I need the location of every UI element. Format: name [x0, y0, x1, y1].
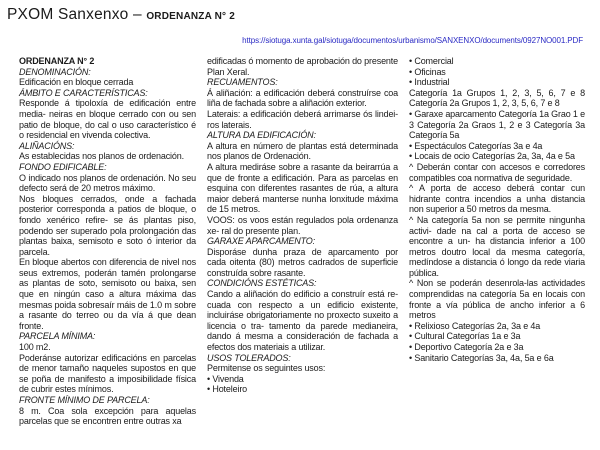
section-heading: ALTURA DA EDIFICACIÓN: — [207, 130, 316, 141]
paragraph: Laterais: a edificación deberá arrimarse ós lindei- ros laterais. — [207, 108, 398, 130]
section-heading: FONDO EDIFICABLE: — [19, 161, 107, 172]
section-heading: DENOMINACIÓN: — [19, 66, 91, 77]
paragraph: • Comercial — [409, 56, 454, 66]
section-heading: USOS TOLERADOS: — [207, 352, 291, 363]
paragraph: Edificación en bloque cerrada — [19, 77, 134, 88]
section-heading: PARCELA MÍNIMA: — [19, 331, 96, 342]
paragraph: 8 m. Coa sola excepción para aquelas parcelas que se encontren entre outras xa — [19, 405, 196, 427]
section-heading: FRONTE MÍNIMO DE PARCELA: — [19, 395, 150, 405]
paragraph: O indicado nos planos de ordenación. No seu defecto será de 20 metros máximo. — [19, 172, 196, 194]
title-sub: ORDENANZA N° 2 — [146, 11, 235, 22]
section-heading: ÁMBITO E CARACTERÍSTICAS: — [19, 87, 148, 98]
paragraph: Categoría 1a Grupos 1, 2, 3, 5, 6, 7 e 8 Categoría 2a Grupos 1, 2, 3, 5, 6, 7 e 8 — [409, 87, 585, 109]
paragraph: • Vivenda — [207, 373, 244, 384]
column-2 — [207, 56, 398, 427]
paragraph: En bloque abertos con diferencia de nivel nos seus extremos, poderán tamén prolongarse as plantas de soto, semisoto ou baixa, sen que en ningún caso a altura máxima das mesmas poida sobresaír máis de 1.0 m sobre a rasante do terreo ou da vía á que dean fronte. — [19, 257, 196, 331]
paragraph: Responde á tipoloxía de edificación entre media- neiras en bloque cerrado con ou sen patio de bloque, do cal o uso característico é o residencial en vivenda colectiva. — [19, 98, 196, 141]
paragraph: ORDENANZA N° 2 — [19, 56, 95, 66]
section-heading: CONDICIÓNS ESTÉTICAS: — [207, 278, 317, 289]
paragraph: 100 m2. — [19, 342, 51, 353]
paragraph: • Industrial — [409, 77, 450, 88]
paragraph: • Hoteleiro — [207, 384, 248, 395]
paragraph: • Deportivo Categoría 2a e 3a — [409, 342, 524, 353]
paragraph: Nos bloques cerrados, onde a fachada posterior corresponda a patios de bloque, o fondo xenérico refire- se ás plantas piso, podendo ser superado pola prolongación das plantas baixa, semisoto e soto ó interior da parcela. — [19, 193, 196, 257]
paragraph: • Oficinas — [409, 66, 446, 77]
section-heading: ALIÑACIÓNS: — [19, 140, 75, 151]
paragraph: Disporáse dunha praza de aparcamento por cada oitenta (80) metros cadrados de superficie construída sobre rasante. — [207, 246, 398, 278]
paragraph: • Garaxe aparcamento Categoría 1a Grao 1 e 3 Categoría 2a Graos 1, 2 e 3 Categoría 3a Categoría 5a — [409, 108, 585, 141]
paragraph: Permitense os seguintes usos: — [207, 363, 326, 374]
document-title — [7, 6, 235, 24]
paragraph: A altura mediráse sobre a rasante da beirarrúa a que de fronte a edificación. Para as parcelas en esquina con diferentes rasantes de rúa, a altura maior deberá manterse nunha lonxitude máxima de 15 metros. — [207, 161, 398, 215]
column-1 — [19, 56, 196, 427]
document-link[interactable]: https://siotuga.xunta.gal/siotuga/documentos/urbanismo/SANXENXO/documents/0927NO001.PDF — [242, 36, 583, 45]
section-heading: RECUAMENTOS: — [207, 77, 278, 88]
paragraph: ^ Non se poderán desenrola-las actividades comprendidas na categoría 5a en locais con fronte a vía pública de ancho inferior a 6 metros — [409, 278, 585, 321]
paragraph: • Sanitario Categorías 3a, 4a, 5a e 6a — [409, 352, 554, 363]
paragraph: • Cultural Categorías 1a e 3a — [409, 331, 521, 342]
paragraph: • Locais de ocio Categorías 2a, 3a, 4a e 5a — [409, 151, 575, 162]
paragraph: As establecidas nos planos de ordenación. — [19, 151, 184, 162]
paragraph: Poderánse autorizar edificacións en parcelas de menor tamaño naqueles supostos en que se poña de manifesto a imposibilidade física de cubrir estes mínimos. — [19, 352, 196, 395]
section-heading: GARAXE APARCAMENTO: — [207, 236, 316, 247]
paragraph: ^ Deberán contar con accesos e corredores compatibles coa normativa de seguridade. — [409, 161, 585, 183]
paragraph: edificadas ó momento de aprobación do presente Plan Xeral. — [207, 56, 398, 77]
paragraph: • Relixioso Categorías 2a, 3a e 4a — [409, 320, 541, 331]
paragraph: • Espectáculos Categorías 3a e 4a — [409, 140, 543, 151]
document-columns — [19, 56, 585, 427]
paragraph: VOOS: os voos están regulados pola ordenanza xe- ral do presente plan. — [207, 214, 398, 236]
paragraph: ^ Na categoría 5a non se permite ningunha activi- dade na cal a porta de acceso se encontre a un- ha distancia inferior a 100 metros doutro local da mesma categoría, medíndose a distancia ó longo da rede viaria pública. — [409, 214, 585, 278]
paragraph: ^ A porta de acceso deberá contar cun hidrante contra incendios a unha distancia non superior a 50 metros da mesma. — [409, 183, 585, 215]
paragraph: Á aliñación: a edificación deberá construírse coa liña de fachada sobre a aliñación exterior. — [207, 87, 398, 109]
column-3 — [409, 56, 585, 427]
paragraph: A altura en número de plantas está determinada nos planos de Ordenación. — [207, 140, 398, 162]
title-main: PXOM Sanxenxo – — [7, 6, 147, 23]
paragraph: Cando a aliñación do edificio a construír está re- cuada con respecto a un edificio existente, incluiráse obrigatoriamente no proxecto suxeito a licencia o tra- tamento da parede medianeira, dando á mesma a consideración de fachada a efectos dos materiais a utilizar. — [207, 289, 398, 353]
